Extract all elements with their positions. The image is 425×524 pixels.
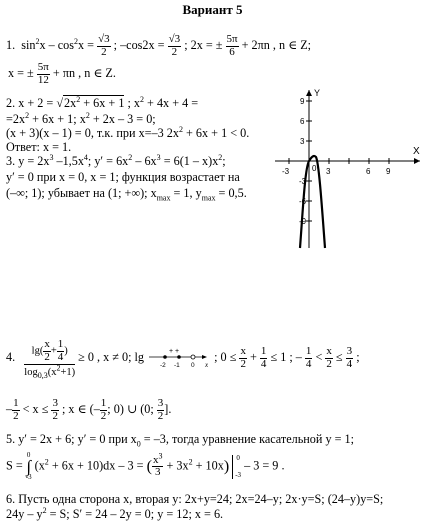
text: + 2x – 3 = 0;: [89, 112, 156, 126]
x-axis-label: X: [413, 146, 420, 157]
denominator: 2: [100, 409, 107, 422]
point-label: 0: [191, 362, 195, 370]
fraction: [97, 34, 111, 58]
fraction: [325, 346, 333, 370]
text: ; x: [124, 96, 140, 110]
y-axis-arrow: [306, 90, 312, 96]
numerator: 1: [305, 345, 312, 358]
problem-2-answer: Ответ: x = 1.: [6, 140, 72, 154]
problem-2-line-2: $=2x^2 + 6x + 1$; $x^2 + 2x - 3 = 0$;: [6, 110, 156, 126]
text: + 4x + 4 =: [144, 96, 199, 110]
denominator: 2: [157, 409, 164, 422]
numerator: 5π: [37, 61, 49, 73]
numerator: √3: [168, 33, 181, 45]
text: ∪: [123, 401, 141, 416]
upper-limit: 0: [236, 453, 240, 462]
text: (x + 3)(x – 1) = 0, т.к. при x=–3 2x: [6, 126, 179, 140]
text: .: [168, 401, 172, 416]
denominator: 3: [154, 466, 161, 479]
fraction: [12, 398, 20, 422]
denominator: 2: [240, 357, 246, 370]
y-tick-label: 3: [300, 137, 305, 146]
denominator: 4: [260, 357, 267, 370]
text: +: [246, 349, 260, 364]
fraction: [43, 339, 51, 363]
y-tick-label: 9: [300, 97, 305, 106]
text: S =: [6, 458, 26, 473]
left-paren: (: [146, 458, 152, 476]
sqrt-sign: √: [56, 96, 64, 110]
radicand: $2x^2 + 6x + 1$: [64, 94, 125, 110]
text: ; –cos2x =: [113, 37, 168, 52]
text: <: [312, 349, 326, 364]
numerator: 3: [52, 397, 58, 409]
signs-label: + +: [169, 348, 180, 356]
text: = 1, y: [170, 186, 202, 200]
number-line-arrow: [202, 355, 207, 359]
y-tick-label: -6: [299, 197, 307, 206]
text: + 10x: [192, 458, 224, 473]
fraction: [239, 346, 247, 370]
lower-limit: -3: [235, 470, 242, 479]
subscript: max: [156, 193, 171, 203]
text: x – cos: [39, 37, 74, 52]
origin-label: 0: [312, 164, 317, 173]
text: log: [24, 367, 38, 379]
denominator: 2: [326, 357, 332, 370]
text: (–∞; 1); убывает на (1; +∞); x: [6, 186, 157, 200]
denominator: 2: [171, 45, 178, 58]
point-label: -2: [160, 362, 166, 370]
subscript: max: [201, 193, 216, 203]
text: + 6x + 1: [80, 96, 125, 110]
x-tick-label: -3: [282, 167, 290, 176]
text: ; y′ = 6x: [87, 154, 129, 168]
denominator: 12: [37, 73, 49, 86]
text: +: [50, 345, 57, 357]
log-fraction: [24, 338, 76, 381]
problem-6-line-1: 6. Пусть одна сторона x, вторая y: 2x+y=24; 2x=24–y; 2x·y=S; (24–y)y=S;: [6, 492, 384, 506]
denominator: 6: [229, 45, 235, 58]
text: x: [152, 453, 159, 466]
text: + 3x: [163, 458, 189, 473]
text: = –3, тогда уравнение касательной y = 1;: [140, 432, 354, 446]
problem-3-line-2: y′ = 0 при x = 0, x = 1; функция возрастает на: [6, 170, 240, 184]
denominator: 2: [44, 350, 50, 363]
function-graph: [270, 88, 425, 253]
text: = S; S′ = 24 – 2y = 0; y = 12; x = 6.: [46, 507, 224, 521]
problem-5-line-1: [6, 432, 354, 447]
text: –1,5x: [53, 154, 84, 168]
denominator: $\log_{0,3}(x^2+1)$: [24, 363, 76, 381]
text: ≤: [332, 349, 346, 364]
denominator: 4: [305, 357, 312, 370]
problem-1-line-2: [8, 62, 116, 86]
text: 2x: [64, 96, 77, 110]
text: = 6(1 – x)x: [160, 154, 219, 168]
text: + 6x + 1 < 0.: [182, 126, 250, 140]
x-axis-arrow: [414, 158, 420, 164]
text: 5. y′ = 2x + 6; y′ = 0 при x: [6, 432, 137, 446]
y-tick-label: 6: [300, 117, 305, 126]
text: 3. y = 2x: [6, 154, 50, 168]
numerator: 1: [100, 397, 107, 409]
y-axis-label: Y: [314, 88, 321, 98]
variant-title: Вариант 5: [182, 2, 243, 17]
text: + 2πn , n ∈ Z;: [241, 37, 312, 52]
numerator: 1: [260, 345, 267, 358]
problem-3-line-3: [6, 186, 247, 201]
problem-4-line-1: [6, 338, 360, 381]
text: (x: [47, 367, 57, 379]
problem-5-line-2: S = 0 ∫ -3 $(x^2 + 6x + 10)dx - 3$ = ( $\frac{x^3}{3}$ + $3x^2 + 10x$) 0 -3 – 3 = 9 .: [6, 450, 285, 482]
numerator: x: [240, 345, 246, 358]
problem-number: 4.: [6, 349, 16, 364]
text: ; 0 ≤: [214, 349, 240, 364]
point: [177, 355, 181, 359]
x-tick-label: 9: [386, 167, 391, 176]
fraction: [51, 398, 59, 422]
text: (x: [34, 458, 45, 473]
x-tick-label: 6: [366, 167, 371, 176]
point-label: -1: [174, 362, 180, 370]
right-paren: ): [223, 458, 230, 476]
lower-limit: -3: [25, 473, 32, 482]
numerator: lg( $\frac{x}{2}$ + $\frac{1}{4}$ ): [24, 338, 75, 365]
numerator: 5π: [226, 33, 238, 45]
text: +1): [60, 367, 76, 379]
numerator: √3: [98, 33, 110, 45]
text: =2x: [6, 112, 26, 126]
y-tick-label: -9: [299, 217, 307, 226]
problem-2-line-3: (x + 3)(x – 1) = 0, т.к. при x=–3 $2x^2 + 6x + 1 < 0$.: [6, 124, 250, 140]
subscript: 0: [136, 439, 141, 449]
numerator: x: [44, 338, 50, 350]
fraction: [168, 34, 182, 58]
y-tick-label: -3: [299, 177, 307, 186]
text: ; 2x = ±: [184, 37, 223, 52]
problem-3-line-1: 3. $y = 2x^3$ $-1,5x^4$; $y' = 6x^2 - 6x^3 = 6(1 - x)x^2$;: [6, 152, 226, 168]
text: ): [119, 401, 124, 416]
sign-chart: [147, 347, 211, 369]
text: + 6x + 10)dx – 3 =: [48, 458, 147, 473]
fraction: [57, 339, 65, 363]
text: ;: [222, 154, 226, 168]
axis-label: x: [205, 361, 209, 370]
integral: [26, 452, 32, 481]
text: ; 0: [107, 401, 120, 416]
text: = 0,5.: [215, 186, 247, 200]
evaluation-bar: [232, 455, 241, 479]
text: ≤ 1 ; –: [267, 349, 305, 364]
problem-2-line-1: 2. $x + 2 = √2x^2 + 6x + 1$ ; $x^2 + 4x + 4$ =: [6, 94, 199, 110]
text: 24y – y: [6, 507, 43, 521]
text: (–: [89, 401, 100, 416]
text: + πn , n ∈ Z.: [52, 65, 116, 80]
problem-1-line-1: 1. $\sin^2x - \cos^2x$ = $\frac{√3}{2}$ ; –cos2x = $\frac{√3}{2}$ ; 2x = ± $\frac{5\pi}{6}$ + 2πn , n ∈ Z;: [6, 33, 312, 58]
x-tick-label: 3: [326, 167, 331, 176]
denominator: 2: [101, 45, 107, 58]
numerator: 1: [57, 338, 64, 350]
text: x = ±: [8, 65, 34, 80]
numerator: 1: [13, 397, 19, 409]
text: (0;: [140, 401, 157, 416]
denominator: 2: [13, 409, 19, 422]
text: ≥ 0 , x ≠ 0; lg: [78, 349, 145, 364]
text: – 3 = 9 .: [241, 458, 285, 473]
text: x: [78, 37, 85, 52]
text: lg: [31, 345, 40, 357]
fraction: [37, 62, 50, 86]
text: =: [87, 37, 98, 52]
text: sin: [21, 37, 36, 52]
upper-limit: 0: [26, 451, 31, 459]
text: ;: [353, 349, 360, 364]
problem-4-line-2: [6, 398, 171, 422]
denominator: 2: [52, 409, 58, 422]
fraction: [152, 450, 164, 479]
problem-number: 1.: [6, 37, 16, 52]
numerator: 3: [157, 397, 164, 409]
point: [163, 355, 167, 359]
text: –: [6, 401, 13, 416]
fraction: [226, 34, 239, 58]
numerator: $x^3$: [152, 450, 163, 466]
subscript: 0,3: [37, 371, 48, 381]
text: ; x ∈: [58, 401, 90, 416]
open-point: [191, 355, 195, 359]
text: ]: [164, 401, 169, 416]
text: – 6x: [132, 154, 157, 168]
denominator: 4: [57, 350, 64, 363]
text: 2. x + 2 =: [6, 96, 57, 110]
numerator: 3: [346, 345, 353, 358]
numerator: x: [326, 345, 332, 358]
text: + 6x + 1; x: [29, 112, 86, 126]
integral-sign: ∫: [26, 457, 31, 476]
text: < x ≤: [19, 401, 52, 416]
denominator: 4: [346, 357, 353, 370]
problem-6-line-2: $24y - y^2 = S$; S′ = 24 – 2y = 0; y = 12; x = 6.: [6, 505, 224, 521]
